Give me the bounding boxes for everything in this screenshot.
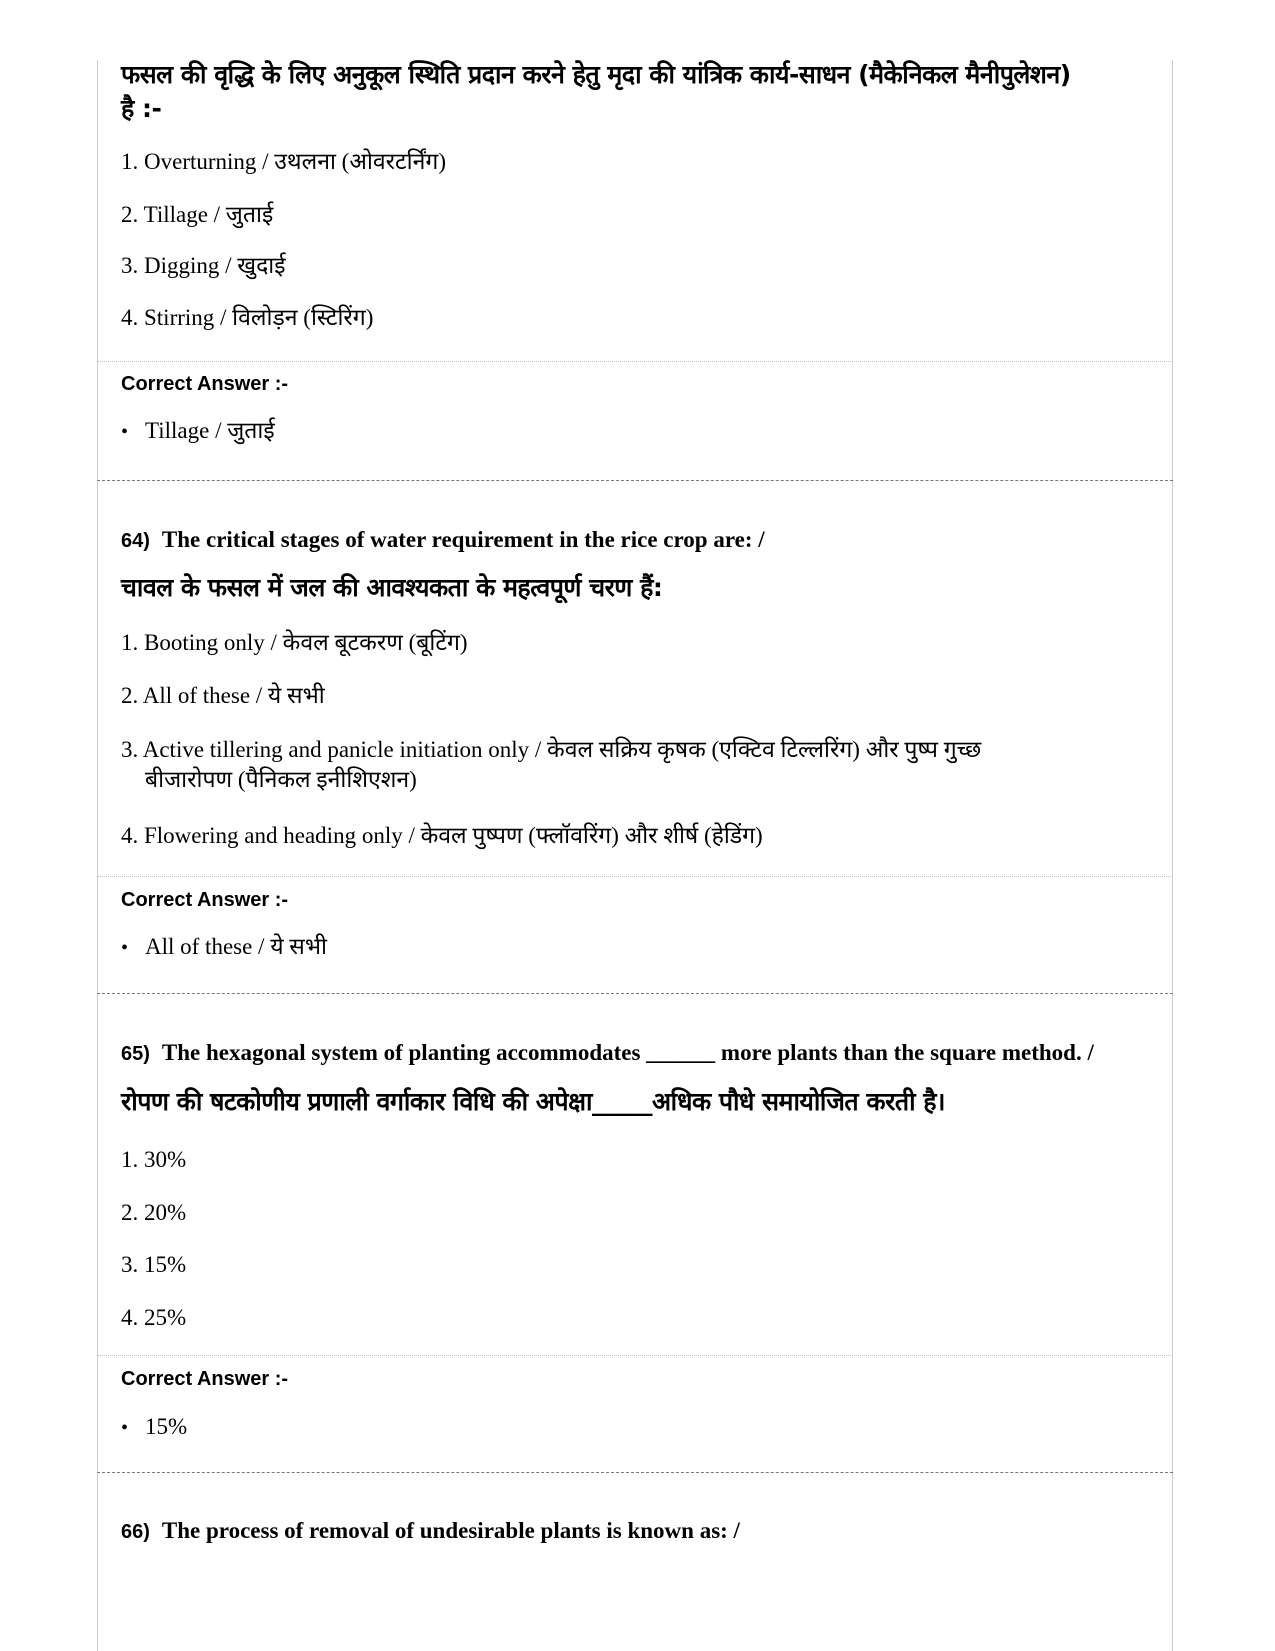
q63-end-separator bbox=[97, 480, 1173, 481]
q65-question-hindi: रोपण की षटकोणीय प्रणाली वर्गाकार विधि की अपेक्षा_____अधिक पौधे समायोजित करती है। bbox=[121, 1087, 945, 1116]
q66-number: 66) bbox=[121, 1521, 150, 1543]
bullet-icon: • bbox=[121, 421, 129, 443]
q65-option-3: 3. 15% bbox=[121, 1252, 187, 1277]
q63-option-2: 2. Tillage / जुताई bbox=[121, 202, 274, 227]
q64-end-separator bbox=[97, 993, 1173, 994]
bullet-icon: • bbox=[121, 937, 129, 959]
bullet-icon: • bbox=[121, 1417, 129, 1439]
q64-divider bbox=[97, 876, 1173, 877]
q63-option-3: 3. Digging / खुदाई bbox=[121, 253, 286, 278]
q64-option-2: 2. All of these / ये सभी bbox=[121, 683, 325, 708]
q65-end-separator bbox=[97, 1472, 1173, 1473]
q63-divider bbox=[97, 361, 1173, 362]
q65-option-1: 1. 30% bbox=[121, 1147, 187, 1172]
q64-option-3: 3. Active tillering and panicle initiation only / केवल सक्रिय कृषक (एक्टिव टिल्लरिंग) और पुष्प गुच्छ बीजारोपण (पैनिकल इनीशिएशन) bbox=[121, 735, 981, 795]
q63-correct-label: Correct Answer :- bbox=[121, 373, 289, 395]
q65-option-2: 2. 20% bbox=[121, 1200, 187, 1225]
q65-question-english: 65) The hexagonal system of planting accommodates ______ more plants than the square method. / bbox=[121, 1040, 1094, 1065]
q65-correct-label: Correct Answer :- bbox=[121, 1368, 289, 1390]
q63-question-hindi: फसल की वृद्धि के लिए अनुकूल स्थिति प्रदान करने हेतु मृदा की यांत्रिक कार्य-साधन (मैकेनिकल मैनीपुलेशन) है :- bbox=[121, 60, 1071, 123]
q64-option-3-continued: बीजारोपण (पैनिकल इनीशिएशन) bbox=[145, 767, 417, 792]
q64-option-4: 4. Flowering and heading only / केवल पुष्पण (फ्लॉवरिंग) और शीर्ष (हेडिंग) bbox=[121, 823, 763, 848]
q65-option-4: 4. 25% bbox=[121, 1305, 187, 1330]
q65-divider bbox=[97, 1355, 1173, 1356]
q64-question-hindi: चावल के फसल में जल की आवश्यकता के महत्वपूर्ण चरण हैं: bbox=[121, 573, 663, 602]
question-sheet bbox=[97, 60, 1173, 1651]
q63-correct-answer: • Tillage / जुताई bbox=[121, 416, 275, 447]
q64-correct-answer: • All of these / ये सभी bbox=[121, 932, 327, 963]
q66-question-english: 66) The process of removal of undesirable plants is known as: / bbox=[121, 1518, 740, 1543]
q63-option-4: 4. Stirring / विलोड़न (स्टिरिंग) bbox=[121, 305, 374, 330]
q64-question-english: 64) The critical stages of water requirement in the rice crop are: / bbox=[121, 527, 765, 552]
q65-number: 65) bbox=[121, 1043, 150, 1065]
q64-option-1: 1. Booting only / केवल बूटकरण (बूटिंग) bbox=[121, 630, 468, 655]
q65-correct-answer: • 15% bbox=[121, 1412, 187, 1443]
q63-option-1: 1. Overturning / उथलना (ओवरटर्निंग) bbox=[121, 149, 446, 174]
q64-number: 64) bbox=[121, 530, 150, 552]
q64-correct-label: Correct Answer :- bbox=[121, 889, 289, 911]
